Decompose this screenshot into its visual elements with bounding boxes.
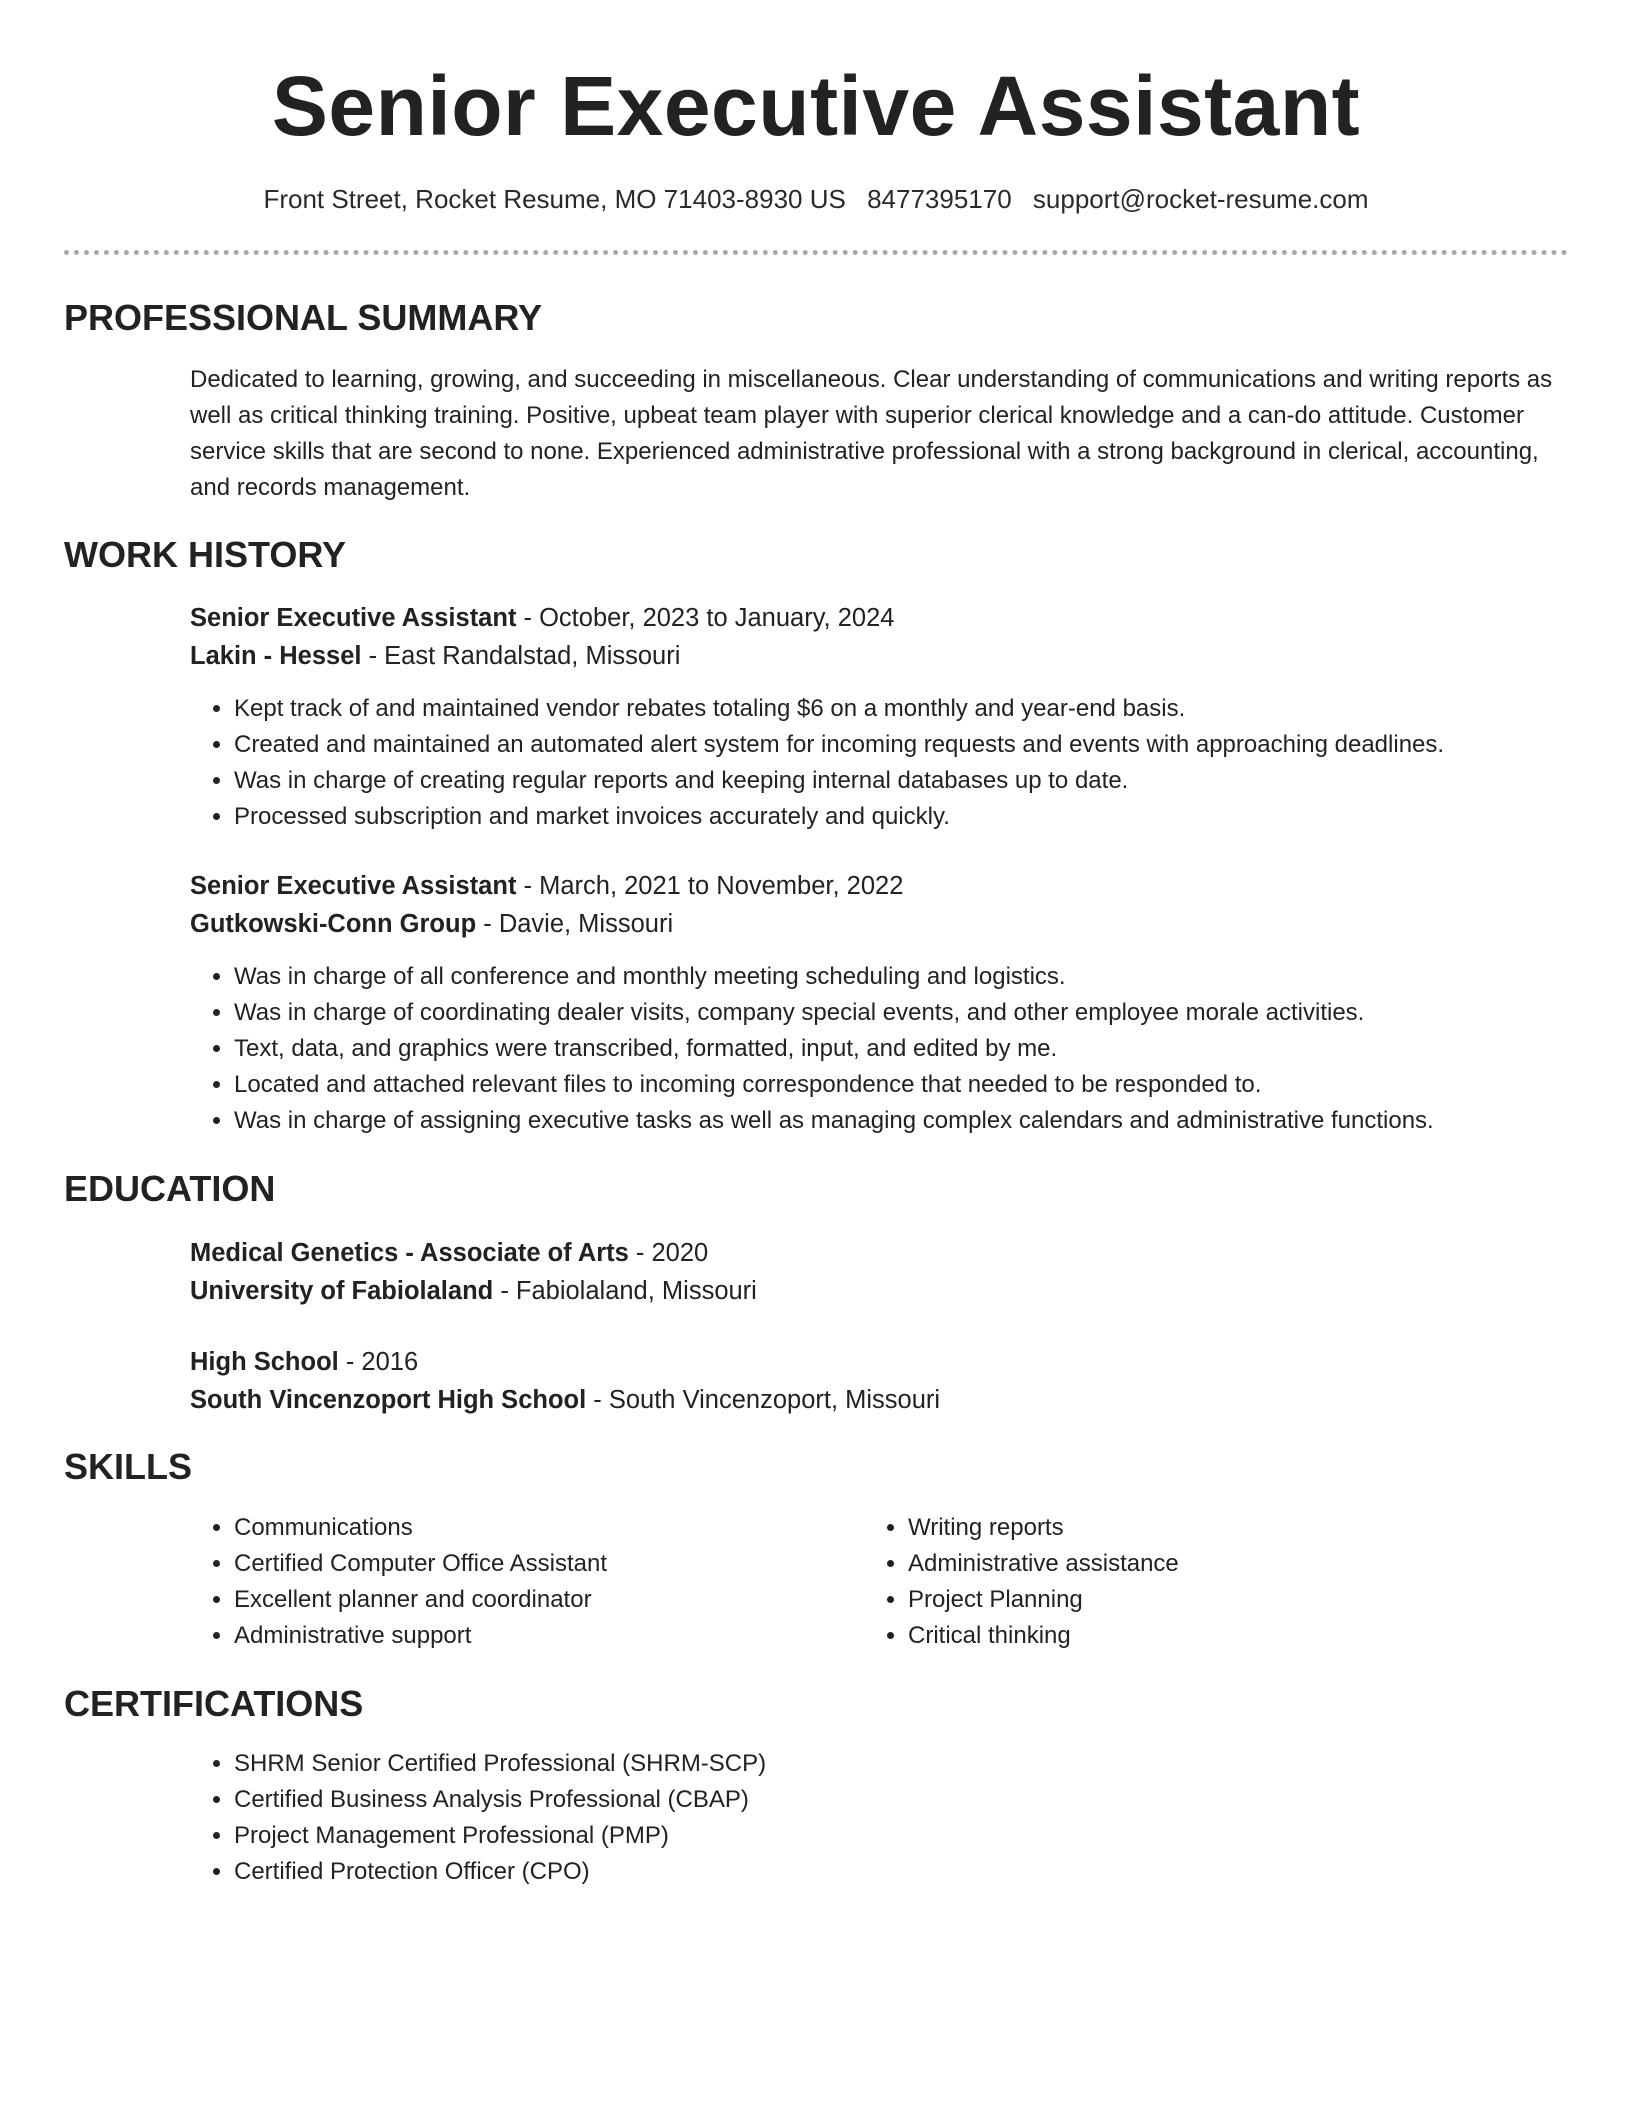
education-entry bbox=[190, 1234, 1560, 1310]
degree-year: - 2020 bbox=[628, 1239, 709, 1267]
degree-line bbox=[190, 1343, 1560, 1381]
school-location: - South Vincenzoport, Missouri bbox=[586, 1386, 941, 1414]
job-duties-list bbox=[190, 691, 1560, 835]
list-item: • Was in charge of all conference and monthly meeting scheduling and logistics. bbox=[234, 959, 1560, 995]
certifications-block bbox=[190, 1746, 1560, 1890]
resume-header bbox=[64, 0, 1568, 216]
school-name: South Vincenzoport High School bbox=[190, 1386, 587, 1414]
candidate-name: Senior Executive Assistant bbox=[271, 59, 1361, 153]
job-entry bbox=[190, 599, 1560, 835]
work-history-heading: WORK HISTORY bbox=[64, 534, 347, 575]
job-title-line bbox=[190, 599, 1560, 637]
certifications-heading: CERTIFICATIONS bbox=[64, 1683, 364, 1724]
phone-text: 8477395170 bbox=[867, 184, 1012, 214]
list-item: • Administrative support bbox=[234, 1618, 830, 1654]
job-position: Senior Executive Assistant bbox=[190, 604, 517, 632]
list-item: • Kept track of and maintained vendor rebates totaling $6 on a monthly and year-end basis. bbox=[234, 691, 1560, 727]
job-position: Senior Executive Assistant bbox=[190, 872, 517, 900]
school-line bbox=[190, 1381, 1560, 1419]
job-company: Lakin - Hessel bbox=[190, 642, 362, 670]
degree-line bbox=[190, 1234, 1560, 1272]
list-item: • Processed subscription and market invoices accurately and quickly. bbox=[234, 799, 1560, 835]
skills-column-right bbox=[864, 1510, 1504, 1654]
certifications-list bbox=[190, 1746, 1560, 1890]
degree-name: High School bbox=[190, 1348, 339, 1376]
list-item: • Writing reports bbox=[908, 1510, 1504, 1546]
degree-name: Medical Genetics - Associate of Arts bbox=[190, 1239, 629, 1267]
job-duties-list bbox=[190, 959, 1560, 1139]
summary-text: Dedicated to learning, growing, and succeeding in miscellaneous. Clear understanding of communications and writing reports as well as critical thinking training. Positive, upbeat team player with superior clerical knowledge and a can-do attitude. Customer service skills that are second to none. Experienced administrative professional with a strong background in clerical, accounting, and records management. bbox=[190, 366, 1553, 501]
skills-list bbox=[864, 1510, 1504, 1654]
list-item: • Project Planning bbox=[908, 1582, 1504, 1618]
job-company-line bbox=[190, 905, 1560, 943]
list-item: • Was in charge of coordinating dealer visits, company special events, and other employee morale activities. bbox=[234, 995, 1560, 1031]
job-company-line bbox=[190, 637, 1560, 675]
list-item: • Certified Protection Officer (CPO) bbox=[234, 1854, 1560, 1890]
list-item: • Administrative assistance bbox=[908, 1546, 1504, 1582]
address-text: Front Street, Rocket Resume, MO 71403-8930 US bbox=[263, 184, 846, 214]
skills-heading: SKILLS bbox=[64, 1446, 193, 1487]
skills-list bbox=[190, 1510, 830, 1654]
skills-column-left bbox=[190, 1510, 830, 1654]
list-item: • Project Management Professional (PMP) bbox=[234, 1818, 1560, 1854]
job-location: - Davie, Missouri bbox=[476, 910, 674, 938]
list-item: • Certified Business Analysis Professional (CBAP) bbox=[234, 1782, 1560, 1818]
list-item: • Created and maintained an automated alert system for incoming requests and events with approaching deadlines. bbox=[234, 727, 1560, 763]
education-heading: EDUCATION bbox=[64, 1168, 276, 1209]
job-title-line bbox=[190, 867, 1560, 905]
job-entry bbox=[190, 867, 1560, 1139]
list-item: • Text, data, and graphics were transcribed, formatted, input, and edited by me. bbox=[234, 1031, 1560, 1067]
list-item: • Critical thinking bbox=[908, 1618, 1504, 1654]
list-item: • Certified Computer Office Assistant bbox=[234, 1546, 830, 1582]
job-location: - East Randalstad, Missouri bbox=[361, 642, 681, 670]
list-item: • Was in charge of assigning executive tasks as well as managing complex calendars and administrative functions. bbox=[234, 1103, 1560, 1139]
list-item: • Excellent planner and coordinator bbox=[234, 1582, 830, 1618]
list-item: • SHRM Senior Certified Professional (SHRM-SCP) bbox=[234, 1746, 1560, 1782]
header-divider bbox=[64, 250, 1568, 255]
school-line bbox=[190, 1272, 1560, 1310]
list-item: • Located and attached relevant files to incoming correspondence that needed to be responded to. bbox=[234, 1067, 1560, 1103]
summary-heading: PROFESSIONAL SUMMARY bbox=[64, 297, 543, 338]
job-dates: - March, 2021 to November, 2022 bbox=[516, 872, 904, 900]
job-company: Gutkowski-Conn Group bbox=[190, 910, 477, 938]
education-entry bbox=[190, 1343, 1560, 1419]
degree-year: - 2016 bbox=[338, 1348, 419, 1376]
contact-line bbox=[64, 182, 1568, 216]
job-dates: - October, 2023 to January, 2024 bbox=[516, 604, 895, 632]
school-location: - Fabiolaland, Missouri bbox=[493, 1277, 757, 1305]
email-text: support@rocket-resume.com bbox=[1032, 184, 1369, 214]
list-item: • Communications bbox=[234, 1510, 830, 1546]
school-name: University of Fabiolaland bbox=[190, 1277, 494, 1305]
list-item: • Was in charge of creating regular reports and keeping internal databases up to date. bbox=[234, 763, 1560, 799]
